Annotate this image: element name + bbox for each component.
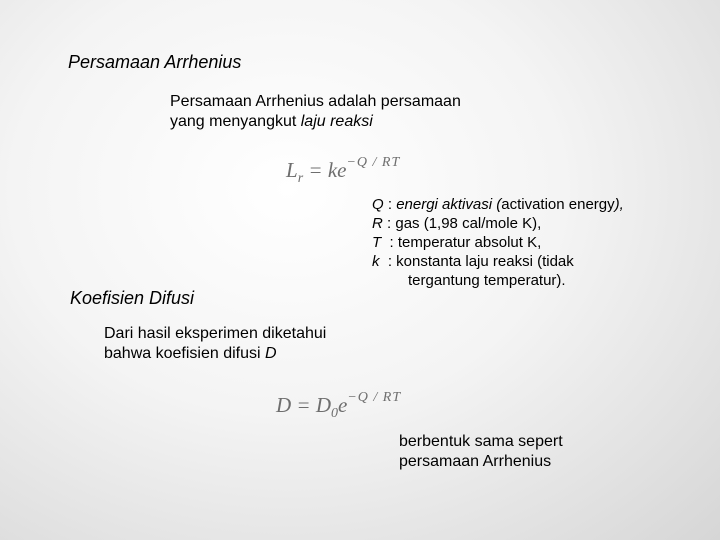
legend-text: konstanta laju reaksi (tidak: [396, 253, 574, 270]
difusi-note-line2: persamaan Arrhenius: [399, 453, 552, 470]
arrhenius-desc-prefix: yang menyangkut: [170, 113, 301, 130]
legend-text: energi aktivasi (: [396, 196, 502, 213]
difusi-heading: Koefisien Difusi: [70, 288, 195, 308]
eq2-lhs: D: [276, 393, 292, 417]
arrhenius-desc-italic: laju reaksi: [300, 113, 373, 130]
eq2-base-subscript: 0: [331, 406, 339, 421]
legend-continuation: tergantung temperatur).: [408, 272, 566, 289]
eq1-exponent: −Q / RT: [346, 155, 401, 170]
difusi-desc-prefix: bahwa koefisien difusi: [104, 345, 265, 362]
eq2-exponent: −Q / RT: [347, 390, 402, 405]
legend-symbol: Q: [372, 196, 384, 213]
eq2-e: e: [338, 393, 348, 417]
difusi-desc-line2: [104, 344, 326, 364]
legend-separator: :: [382, 215, 396, 232]
legend-text: ),: [614, 196, 624, 213]
legend-row: [372, 214, 624, 233]
arrhenius-desc-line2: [170, 112, 461, 132]
eq1-equals: =: [303, 158, 328, 182]
difusi-note: [399, 432, 563, 472]
difusi-desc-line1: Dari hasil eksperimen diketahui: [104, 325, 327, 342]
arrhenius-description: [170, 92, 461, 132]
difusi-note-line1: berbentuk sama sepert: [399, 433, 563, 450]
arrhenius-equation: [286, 155, 401, 186]
legend-separator: :: [379, 253, 397, 270]
difusi-description: [104, 324, 326, 364]
eq1-base: ke: [327, 158, 347, 182]
legend-symbol: T: [372, 234, 382, 251]
legend-rows: [372, 195, 624, 271]
legend-text: gas (1,98 cal/mole K),: [395, 215, 542, 232]
legend-symbol: R: [372, 215, 383, 232]
legend-symbol: k: [372, 253, 380, 270]
legend-separator: :: [381, 234, 398, 251]
legend-text: temperatur absolut K,: [397, 234, 542, 251]
arrhenius-heading: Persamaan Arrhenius: [68, 52, 242, 72]
legend-row: [372, 233, 624, 252]
eq1-lhs-subscript: r: [297, 171, 304, 186]
difusi-equation: [276, 390, 402, 421]
legend-text: activation energy: [501, 196, 615, 213]
eq2-equals: =: [291, 393, 316, 417]
eq2-base: D: [315, 393, 332, 417]
arrhenius-desc-line1: Persamaan Arrhenius adalah persamaan: [170, 93, 461, 110]
eq1-lhs: L: [286, 158, 298, 182]
legend-row: [372, 195, 624, 214]
difusi-desc-italic: D: [264, 345, 277, 362]
legend-row: [372, 252, 624, 271]
legend-separator: :: [383, 196, 397, 213]
variable-legend: [372, 195, 624, 290]
